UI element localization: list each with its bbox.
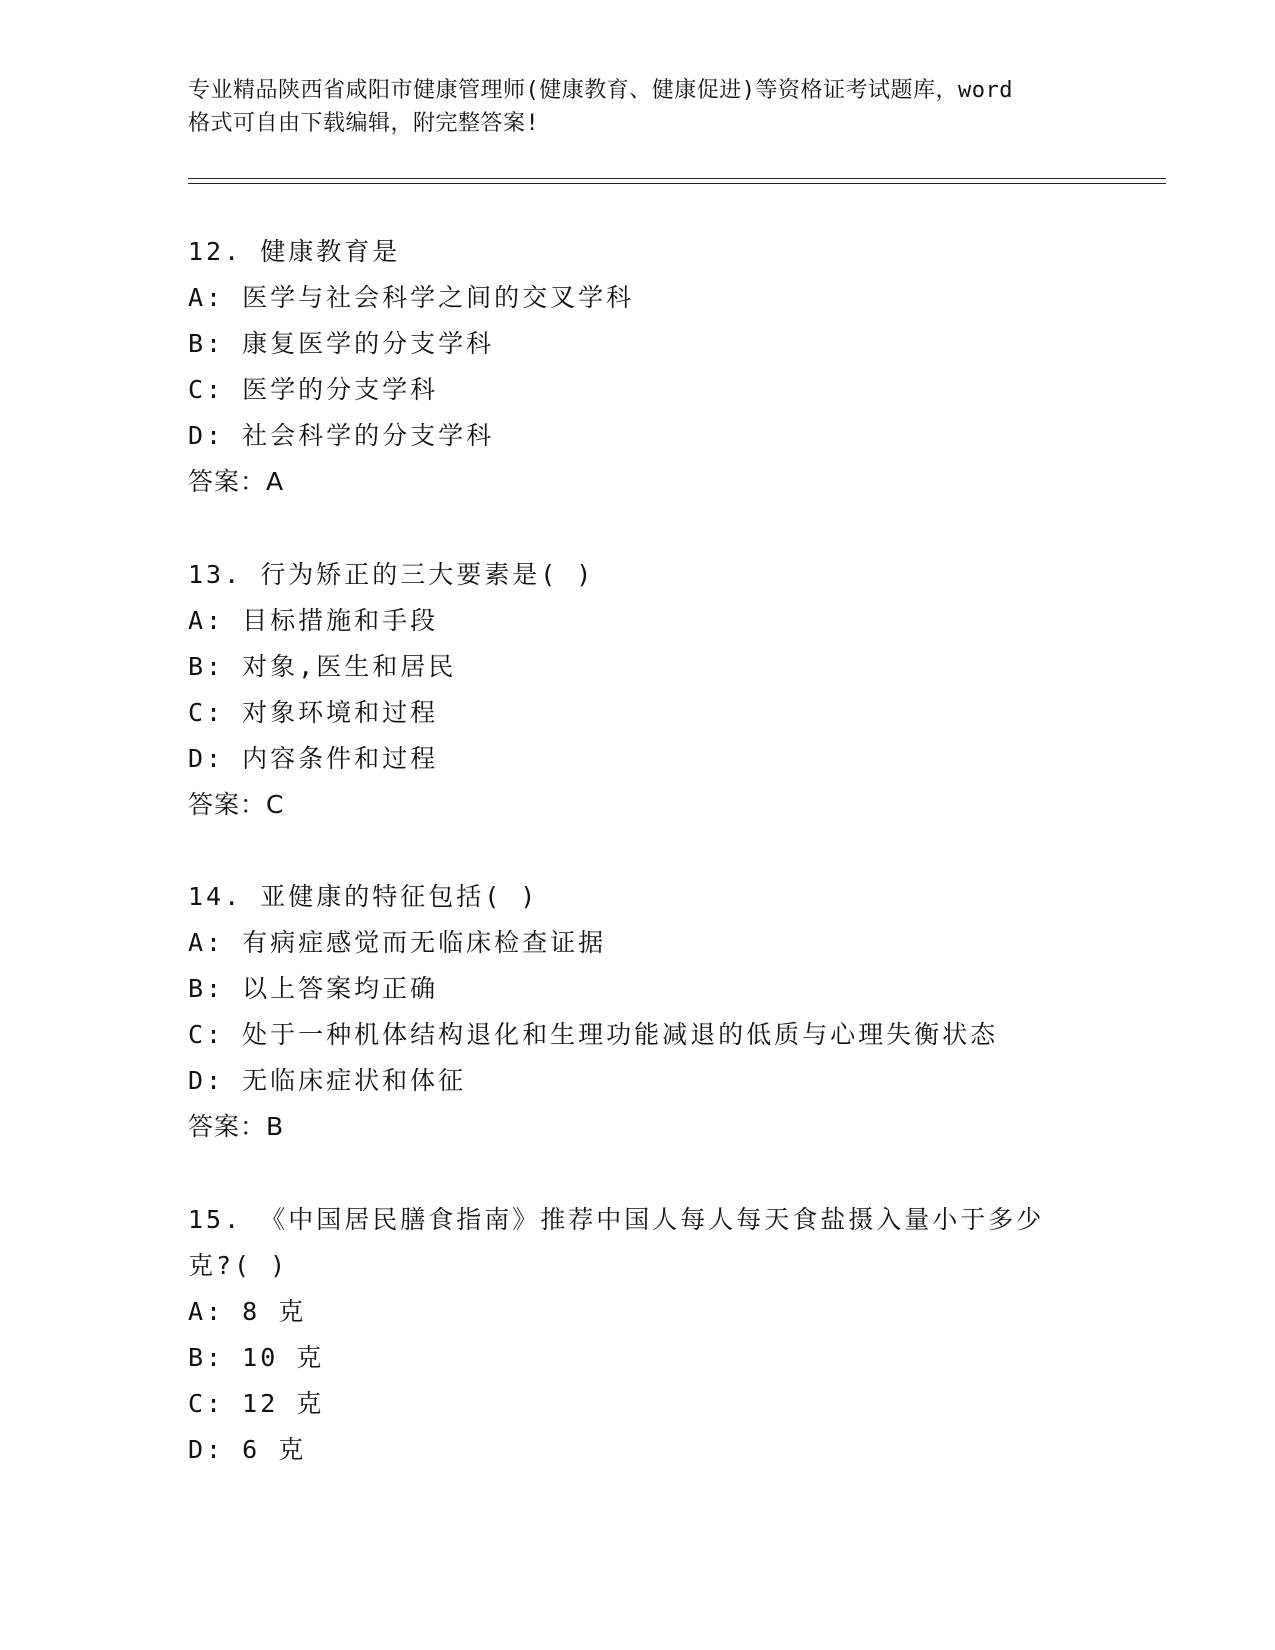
option-d: D: 内容条件和过程 <box>188 744 439 773</box>
question-stem: 14. 亚健康的特征包括( ) <box>188 882 539 911</box>
option-b: B: 以上答案均正确 <box>188 974 439 1003</box>
answer: 答案：A <box>188 467 285 496</box>
question-12 <box>188 229 1088 505</box>
option-d: D: 无临床症状和体征 <box>188 1066 467 1095</box>
option-a: A: 8 克 <box>188 1297 307 1326</box>
option-c: C: 处于一种机体结构退化和生理功能减退的低质与心理失衡状态 <box>188 1020 999 1049</box>
option-c: C: 12 克 <box>188 1389 325 1418</box>
header-divider-top <box>188 178 1166 179</box>
document-header <box>188 74 1088 140</box>
option-d: D: 社会科学的分支学科 <box>188 421 495 450</box>
question-14 <box>188 874 1088 1150</box>
option-b: B: 对象,医生和居民 <box>188 652 457 681</box>
answer: 答案：C <box>188 790 285 819</box>
option-b: B: 康复医学的分支学科 <box>188 329 495 358</box>
option-a: A: 目标措施和手段 <box>188 606 439 635</box>
option-a: A: 有病症感觉而无临床检查证据 <box>188 928 607 957</box>
option-d: D: 6 克 <box>188 1435 307 1464</box>
question-15 <box>188 1197 1088 1473</box>
question-stem-line-2: 克?( ) <box>188 1251 289 1280</box>
option-c: C: 对象环境和过程 <box>188 698 439 727</box>
answer: 答案：B <box>188 1112 285 1141</box>
question-stem-line-1: 15. 《中国居民膳食指南》推荐中国人每人每天食盐摄入量小于多少 <box>188 1205 1045 1234</box>
header-line-1: 专业精品陕西省咸阳市健康管理师(健康教育、健康促进)等资格证考试题库，word <box>188 78 1013 103</box>
option-a: A: 医学与社会科学之间的交叉学科 <box>188 283 635 312</box>
option-b: B: 10 克 <box>188 1343 325 1372</box>
header-divider-bottom <box>188 183 1166 184</box>
option-c: C: 医学的分支学科 <box>188 375 439 404</box>
header-line-2: 格式可自由下载编辑，附完整答案! <box>188 111 540 136</box>
question-stem: 13. 行为矫正的三大要素是( ) <box>188 560 595 589</box>
question-13 <box>188 552 1088 828</box>
question-stem: 12. 健康教育是 <box>188 237 401 266</box>
